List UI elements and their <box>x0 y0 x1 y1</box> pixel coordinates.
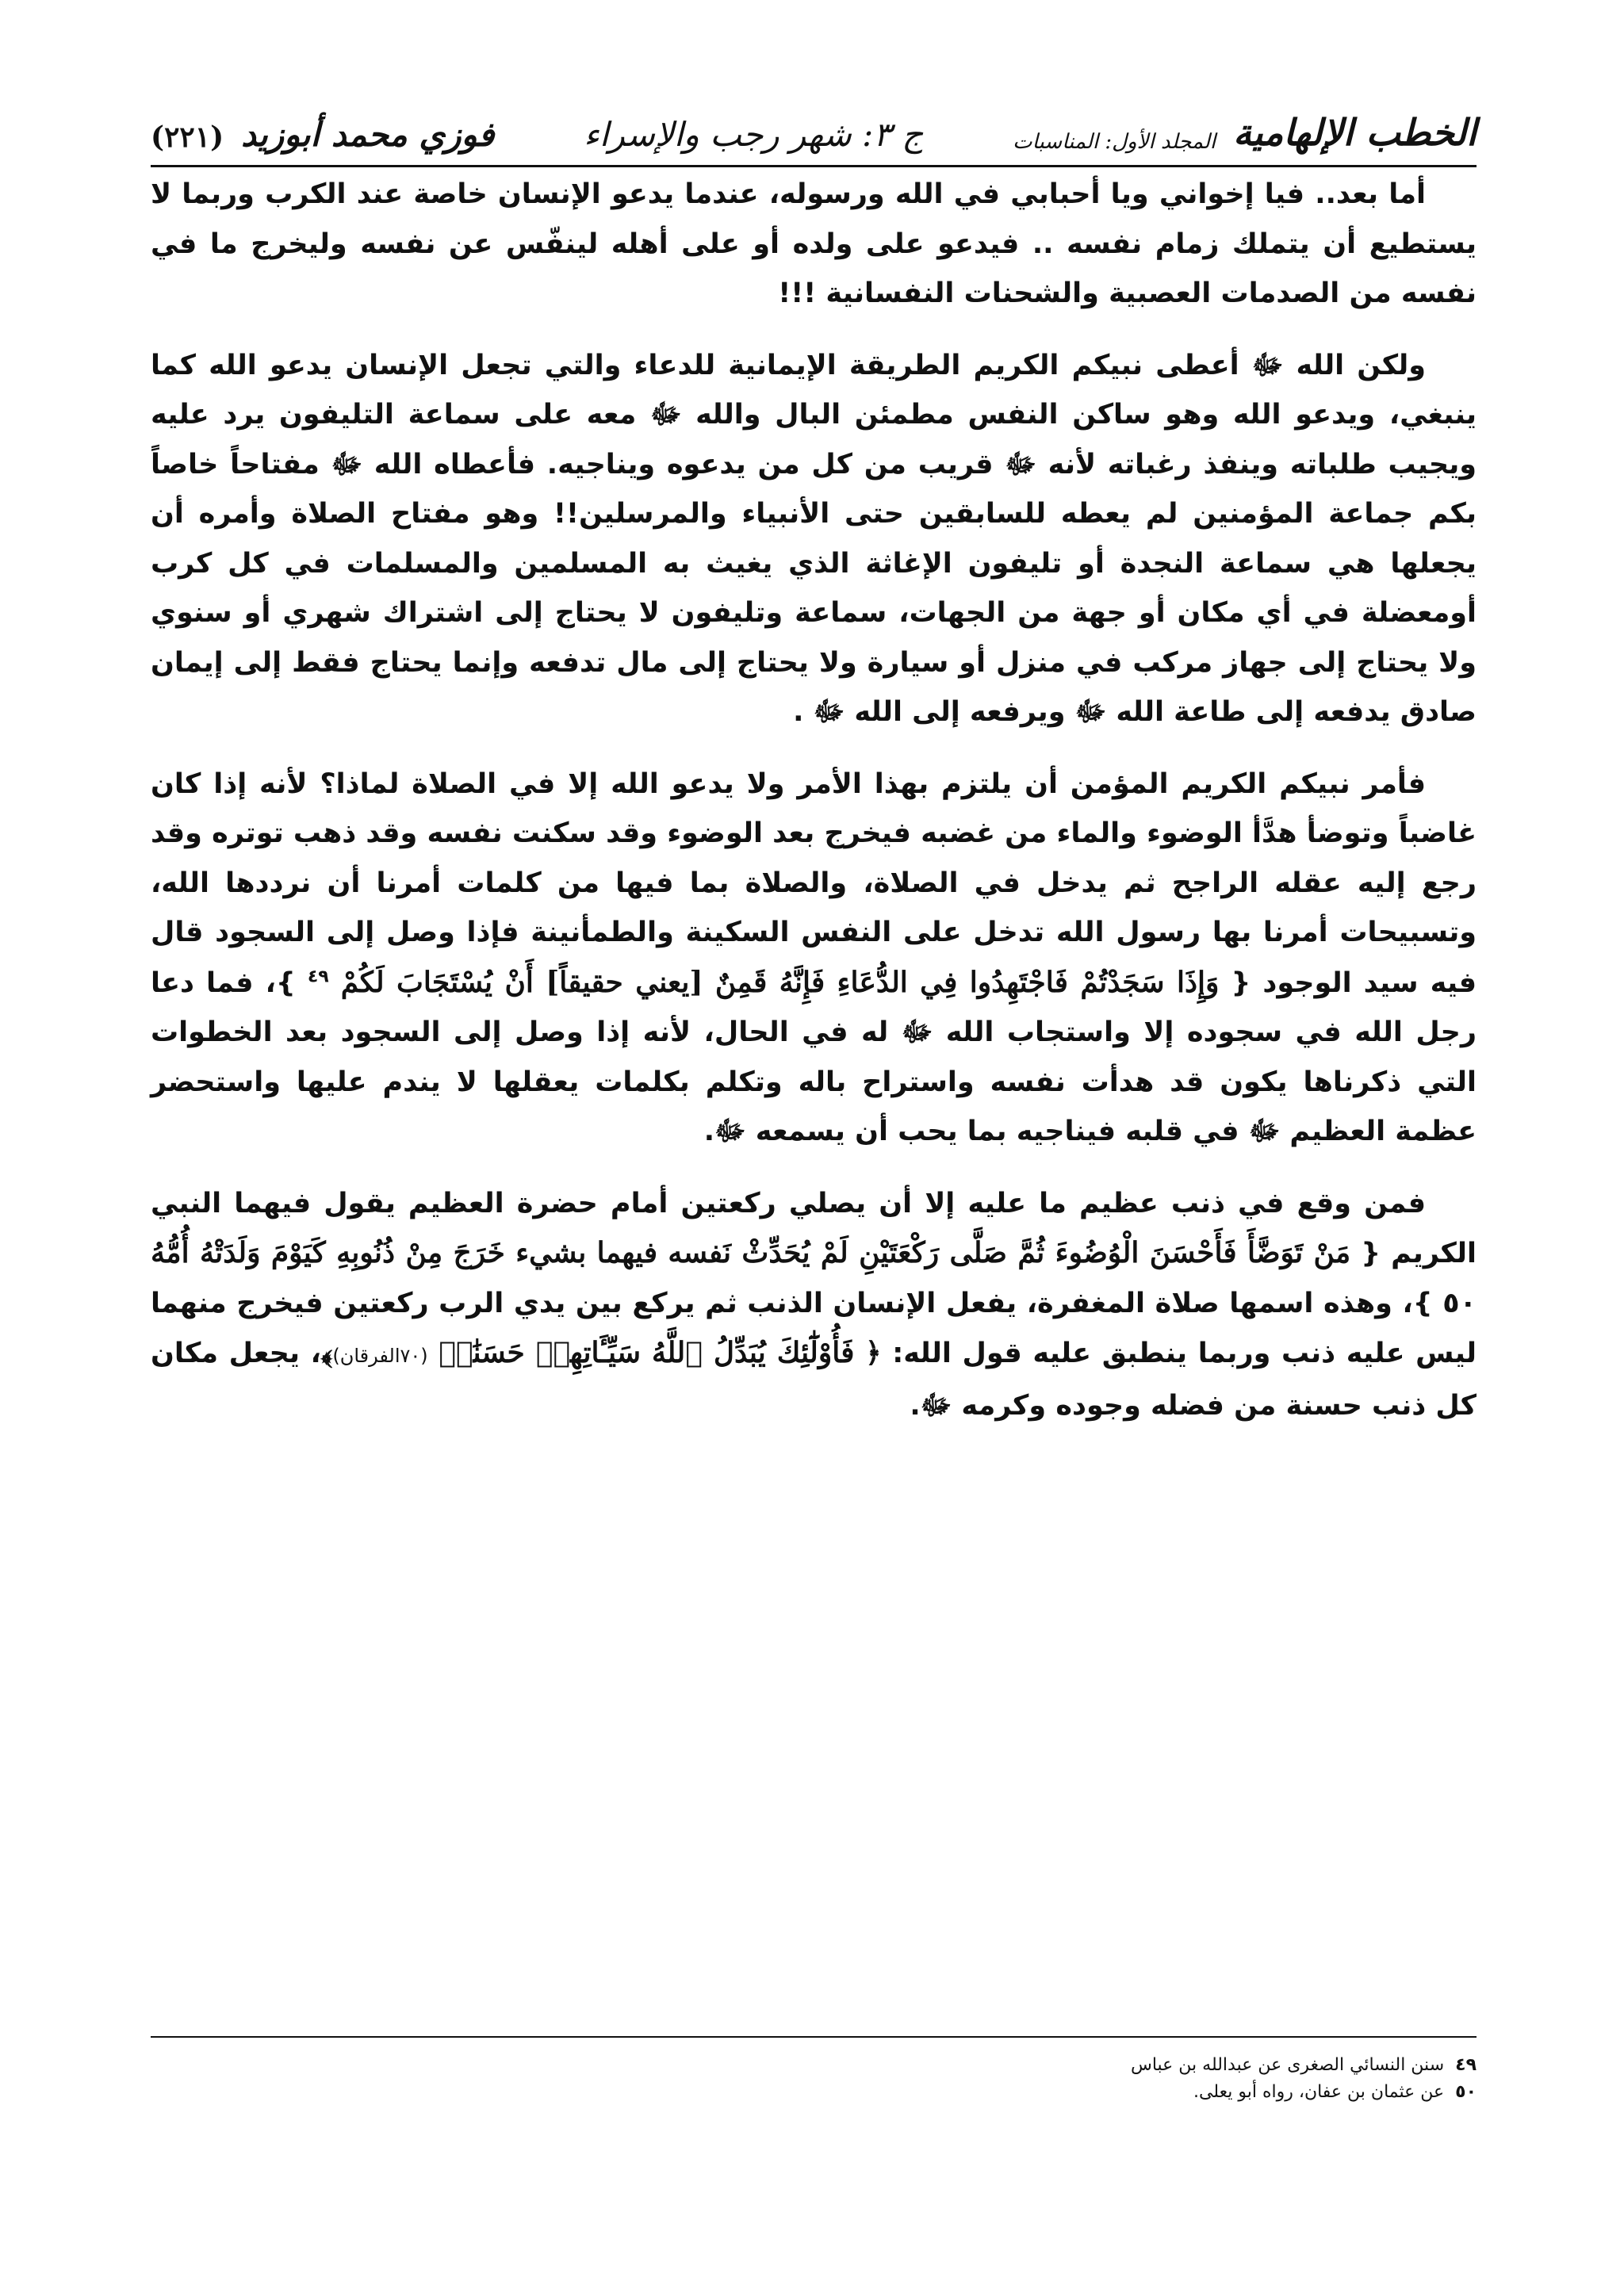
header-left-group <box>151 115 494 154</box>
paragraph-4-intro: فمن وقع في ذنب عظيم ما عليه إلا أن يصلي ركعتين أمام حضرة العظيم يقول فيهما النبي الكريم { <box>151 1187 1477 1269</box>
author-name: فوزي محمد أبوزيد <box>241 115 495 154</box>
footnote-text: عن عثمان بن عفان، رواه أبو يعلى. <box>1193 2082 1445 2102</box>
footnotes <box>151 2052 1477 2106</box>
paragraph-4-middle: }، وهذه اسمها صلاة المغفرة، يفعل الإنسان الذنب ثم يركع بين يدي الرب ركعتين فيخرج منهما ليس عليه ذنب وربما ينطبق عليه قول الله: ﴿ <box>151 1287 1477 1369</box>
paragraph-1: أما بعد.. فيا إخواني ويا أحبابي في الله ورسوله، عندما يدعو الإنسان خاصة عند الكرب وربما لا يستطيع أن يتملك زمام نفسه .. فيدعو على ولده أو على أهله لينفّس عن نفسه وليخرج ما في نفسه من الصدمات العصبية والشحنات النفسانية !!! <box>151 178 1477 309</box>
hadith-quote-2: مَنْ تَوَضَّأَ فَأَحْسَنَ الْوُضُوءَ ثُمَّ صَلَّى رَكْعَتَيْنِ لَمْ يُحَدِّثْ نَفسه فيهما بشيء خَرَجَ مِنْ ذُنُوبِهِ كَيَوْمَ وَلَدَتْهُ أُمُّهُ <box>151 1236 1351 1269</box>
paragraph-3-rest: }، فما دعا رجل الله في سجوده إلا واستجاب الله ﷻ له في الحال، لأنه إذا وصل إلى السجود بعد الخطوات التي ذكرناها يكون قد هدأت نفسه واستراح باله وتكلم بكلمات يعقلها لا يندم عليها واستحضر عظمة العظيم ﷻ في قلبه فيناجيه بما يحب أن يسمعه ﷻ. <box>151 967 1477 1147</box>
footnote-49 <box>151 2052 1477 2079</box>
footnote-text: سنن النسائي الصغرى عن عبدالله بن عباس <box>1130 2055 1445 2075</box>
header-rule <box>151 165 1477 167</box>
hadith-quote-1: وَإِذَا سَجَدْتُمْ فَاجْتَهِدُوا فِي الدُّعَاءِ فَإِنَّهُ قَمِنٌ [يعني حقيقاً] أَنْ يُسْتَجَابَ لَكُمْ <box>340 965 1220 999</box>
body-text <box>151 170 1477 1453</box>
paragraph-4 <box>151 1179 1477 1431</box>
paragraph-2: ولكن الله ﷻ أعطى نبيكم الكريم الطريقة الإيمانية للدعاء والتي تجعل الإنسان يدعو الله كما ينبغي، ويدعو الله وهو ساكن النفس مطمئن البال والله ﷻ معه على سماعة التليفون يرد عليه ويجيب طلباته وينفذ رغباته لأنه ﷻ قريب من كل من يدعوه ويناجيه. فأعطاه الله ﷻ مفتاحاً خاصاً بكم جماعة المؤمنين لم يعطه للسابقين حتى الأنبياء والمرسلين!! وهو مفتاح الصلاة وأمره أن يجعلها هي سماعة النجدة أو تليفون الإغاثة الذي يغيث به المسلمين والمسلمات في كل كرب أومعضلة في أي مكان أو جهة من الجهات، سماعة وتليفون لا يحتاج إلى اشتراك شهري أو سنوي ولا يحتاج إلى جهاز مركب في منزل أو سيارة ولا يحتاج إلى مال تدفعه وإنما يحتاج فقط إلى إيمان صادق يدفعه إلى طاعة الله ﷻ ويرفعه إلى الله ﷻ . <box>151 349 1477 728</box>
book-page <box>151 76 1477 2233</box>
header-middle-group <box>584 115 923 154</box>
footnote-number: ٥٠ <box>1455 2082 1477 2102</box>
footnote-ref-49[interactable]: ٤٩ <box>307 966 329 986</box>
quran-verse: فَأُوْلَٰٓئِكَ يُبَدِّلُ ٱللَّهُ سَيِّـَٔاتِهِمۡ حَسَنَٰتٖ <box>439 1336 855 1369</box>
part-label: ج ٣: شهر رجب والإسراء <box>584 115 924 154</box>
footnote-rule <box>151 2036 1477 2038</box>
footnote-50 <box>151 2079 1477 2106</box>
series-title: الخطب الإلهامية <box>1233 111 1477 154</box>
paragraph-3-intro: فأمر نبيكم الكريم المؤمن أن يلتزم بهذا الأمر ولا يدعو الله إلا في الصلاة لماذا؟ لأنه إذا كان غاضباً وتوضأ هدَّأ الوضوء والماء من غضبه فيخرج بعد الوضوء وقد سكنت نفسه وقد ذهب توتره وقد رجع إليه عقله الراجح ثم يدخل في الصلاة، والصلاة بما فيها من كلمات أمرنا أن نرددها الله، وتسبيحات أمرنا بها رسول الله تدخل على النفس السكينة والطمأنينة فإذا وصل إلى السجود قال فيه سيد الوجود { <box>151 768 1477 999</box>
volume-label: المجلد الأول: المناسبات <box>1013 130 1216 154</box>
running-header <box>151 98 1477 154</box>
paragraph-4-rest: ﴾، يجعل مكان كل ذنب حسنة من فضله وجوده وكرمه ﷻ. <box>151 1338 1477 1422</box>
footnote-number: ٤٩ <box>1455 2055 1477 2075</box>
page-number: (٢٢١) <box>151 121 224 154</box>
paragraph-3 <box>151 760 1477 1157</box>
header-right-group <box>1013 111 1477 154</box>
footnote-ref-50[interactable]: ٥٠ <box>1442 1287 1477 1319</box>
verse-reference: (٧٠الفرقان) <box>332 1345 428 1367</box>
